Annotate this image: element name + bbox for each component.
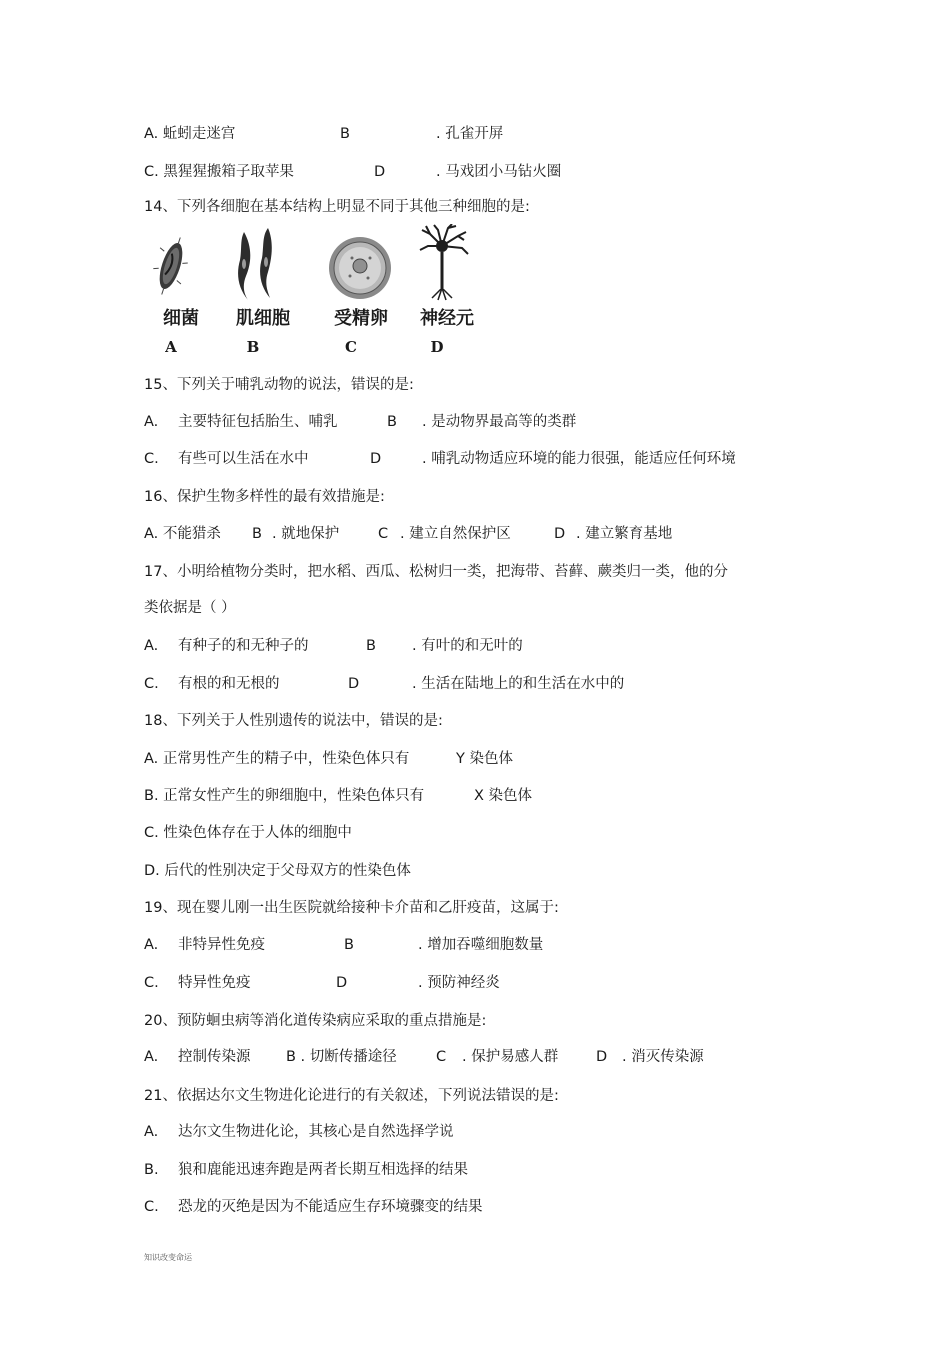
text-segment: C [436,1049,447,1065]
text-segment: . 生活在陆地上的和生活在水中的 [412,676,625,692]
bacteria-icon [146,224,196,304]
text-segment: D [370,451,382,467]
caption-neuron: 神经元 [420,308,474,329]
text-segment: Y 染色体 [456,751,513,767]
text-segment: D [336,975,348,991]
cell-figure [144,224,484,360]
text-segment: B [344,937,354,953]
text-segment: 非特异性免疫 [178,937,265,953]
text-segment: 主要特征包括胎生、哺乳 [178,414,338,430]
text-segment: 有根的和无根的 [178,676,280,692]
text-segment: B . 切断传播途径 [286,1049,397,1065]
text-segment: B [252,526,262,542]
text-segment: . 哺乳动物适应环境的能力很强，能适应任何环境 [422,451,736,467]
text-segment: C. [144,975,159,991]
caption-egg: 受精卵 [334,308,388,329]
caption-muscle: 肌细胞 [236,308,290,329]
text-segment: B. [144,1162,159,1178]
text-segment: 控制传染源 [178,1049,251,1065]
text-segment: A. [144,414,159,430]
text-segment: A. [144,1049,159,1065]
text-segment: 17、小明给植物分类时，把水稻、西瓜、松树归一类，把海带、苔藓、蕨类归一类，他的分 [144,564,728,580]
text-segment: . 预防神经炎 [418,975,500,991]
text-segment: . 保护易感人群 [462,1049,559,1065]
neuron-icon [412,224,482,304]
text-segment: . 增加吞噬细胞数量 [418,937,544,953]
fertilized-egg-icon [326,224,396,304]
text-segment: 16、保护生物多样性的最有效措施是: [144,489,385,505]
letter-d: D [430,338,444,356]
text-segment: 类依据是（ ） [144,600,236,616]
text-segment: A. [144,1124,159,1140]
text-segment: . 建立自然保护区 [400,526,511,542]
text-segment: B. 正常女性产生的卵细胞中，性染色体只有 [144,788,425,804]
text-segment: C. 黑猩猩搬箱子取苹果 [144,164,294,180]
text-segment: D [374,164,386,180]
text-segment: C. [144,451,159,467]
text-segment: A. 不能猎杀 [144,526,221,542]
text-segment: . 是动物界最高等的类群 [422,414,577,430]
text-segment: A. 蚯蚓走迷宫 [144,126,236,142]
cell-egg [326,224,396,360]
text-segment: C [378,526,389,542]
letter-a: A [165,338,177,356]
text-segment: . 消灭传染源 [622,1049,704,1065]
muscle-cell-icon [228,224,288,304]
text-segment: A. [144,638,159,654]
text-segment: . 孔雀开屏 [436,126,504,142]
text-segment: X 染色体 [474,788,533,804]
text-segment: . 有叶的和无叶的 [412,638,523,654]
text-segment: 15、下列关于哺乳动物的说法，错误的是: [144,377,414,393]
text-segment: 20、预防蛔虫病等消化道传染病应采取的重点措施是: [144,1013,487,1029]
page-footer: 知识改变命运 [144,1253,192,1262]
text-segment: . 就地保护 [272,526,340,542]
text-segment: D. 后代的性别决定于父母双方的性染色体 [144,863,411,879]
cell-bacteria [146,224,216,360]
text-segment: B [387,414,397,430]
text-segment: 达尔文生物进化论，其核心是自然选择学说 [178,1124,454,1140]
text-segment: 19、现在婴儿刚一出生医院就给接种卡介苗和乙肝疫苗，这属于: [144,900,559,916]
text-segment: 14、下列各细胞在基本结构上明显不同于其他三种细胞的是: [144,199,530,215]
cell-neuron [412,224,482,360]
text-segment: C. [144,1199,159,1215]
text-segment: . 建立繁育基地 [576,526,673,542]
text-segment: 21、依据达尔文生物进化论进行的有关叙述，下列说法错误的是: [144,1088,559,1104]
text-segment: 有些可以生活在水中 [178,451,309,467]
letter-c: C [345,338,357,356]
text-segment: 有种子的和无种子的 [178,638,309,654]
text-segment: D [596,1049,608,1065]
text-segment: D [348,676,360,692]
text-segment: B [340,126,350,142]
text-segment: C. 性染色体存在于人体的细胞中 [144,825,352,841]
text-segment: A. 正常男性产生的精子中，性染色体只有 [144,751,410,767]
text-segment: C. [144,676,159,692]
text-segment: A. [144,937,159,953]
text-segment: . 马戏团小马钻火圈 [436,164,562,180]
text-segment: B [366,638,376,654]
text-segment: 特异性免疫 [178,975,251,991]
text-segment: D [554,526,566,542]
text-segment: 恐龙的灭绝是因为不能适应生存环境骤变的结果 [178,1199,483,1215]
text-segment: 狼和鹿能迅速奔跑是两者长期互相选择的结果 [178,1162,468,1178]
text-segment: 18、下列关于人性别遗传的说法中，错误的是: [144,713,443,729]
letter-b: B [246,338,260,356]
caption-bacteria: 细菌 [163,308,199,329]
cell-muscle [228,224,298,360]
